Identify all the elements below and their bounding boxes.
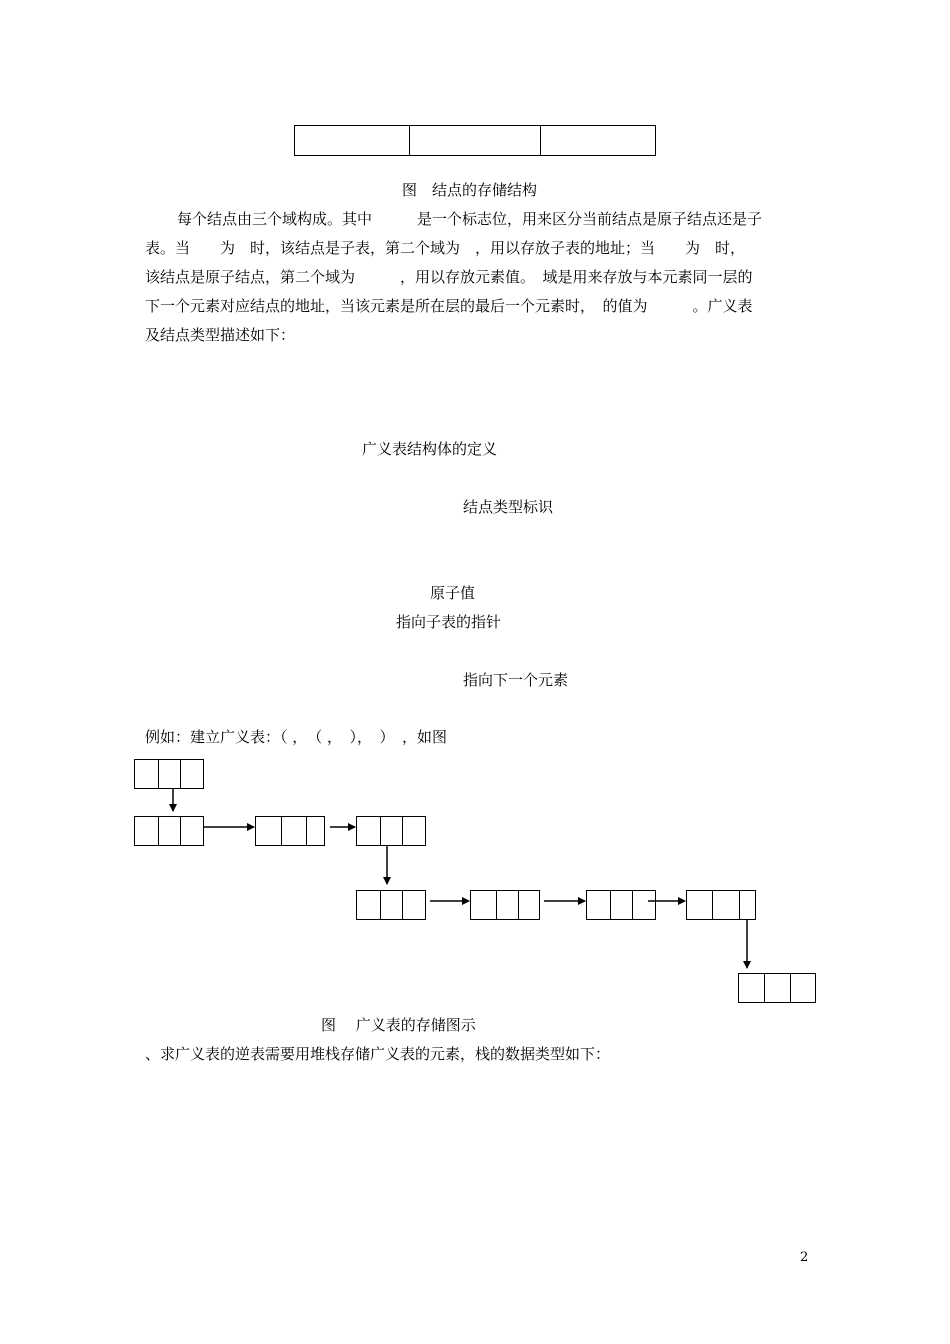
example-line: 例如：建立广义表：（ ， （ ， ）， ） ，如图 (145, 728, 448, 746)
node-figure-caption: 图 结点的存储结构 (402, 181, 538, 199)
type-comment: 结点类型标识 (463, 498, 554, 516)
atom-comment: 原子值 (430, 584, 476, 602)
struct-comment: 广义表结构体的定义 (362, 440, 498, 458)
paragraph-line: 该结点是原子结点，第二个域为 ，用以存放元素值。 域是用来存放与本元素同一层的 (145, 268, 753, 286)
paragraph-line: 下一个元素对应结点的地址，当该元素是所在层的最后一个元素时， 的值为 。广义表 (145, 297, 753, 315)
stack-description-line: 、求广义表的逆表需要用堆栈存储广义表的元素，栈的数据类型如下： (145, 1045, 611, 1063)
page-number: 2 (800, 1250, 809, 1265)
next-comment: 指向下一个元素 (463, 671, 569, 689)
paragraph-line: 表。当 为 时，该结点是子表，第二个域为 ，用以存放子表的地址；当 为 时， (145, 239, 746, 257)
paragraph-line: 及结点类型描述如下： (145, 326, 296, 344)
list-figure-caption: 图 广义表的存储图示 (321, 1016, 476, 1034)
paragraph-line: 每个结点由三个域构成。其中 是一个标志位，用来区分当前结点是原子结点还是子 (177, 210, 763, 228)
sublist-comment: 指向子表的指针 (396, 613, 502, 631)
